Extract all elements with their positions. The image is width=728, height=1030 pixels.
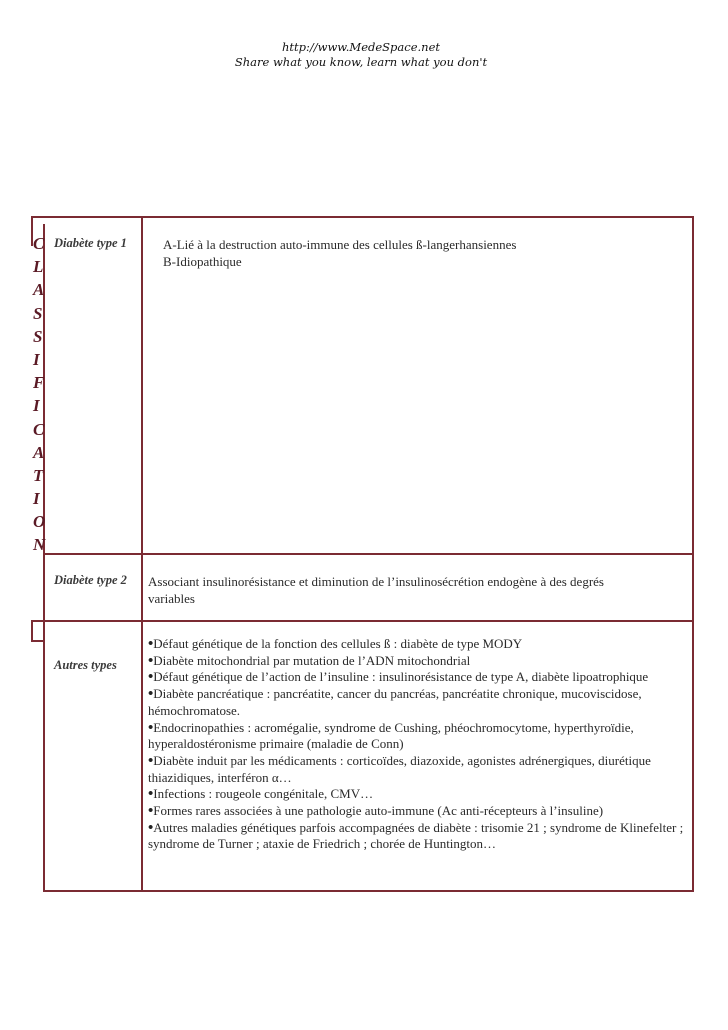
title-letter: C bbox=[33, 234, 45, 253]
list-item: •Diabète mitochondrial par mutation de l’ADN mitochondrial bbox=[148, 652, 471, 669]
title-letter: F bbox=[33, 373, 45, 393]
page-header bbox=[0, 40, 728, 70]
title-letter: S bbox=[33, 326, 43, 346]
others-list bbox=[148, 636, 693, 853]
bullet-icon: • bbox=[148, 636, 154, 652]
row-separator-1 bbox=[43, 553, 694, 555]
title-letter: C bbox=[33, 419, 45, 439]
title-letter: I bbox=[33, 349, 40, 369]
list-item: •Formes rares associées à une pathologie auto-immune (Ac anti-récepteurs à l’insuline) bbox=[148, 803, 604, 820]
row-separator-tick bbox=[31, 620, 33, 642]
table-top-border bbox=[31, 216, 694, 218]
title-letter: I bbox=[33, 396, 40, 416]
bullet-icon: • bbox=[148, 752, 154, 769]
row-separator-2 bbox=[31, 620, 694, 622]
bullet-icon: • bbox=[148, 719, 154, 736]
title-letter: O bbox=[33, 512, 46, 532]
row-label-type2: Diabète type 2 bbox=[54, 573, 127, 587]
list-item: •Diabète induit par les médicaments : corticoïdes, diazoxide, agonistes adrénergiques, diurétique thiazidiques, interféron α… bbox=[148, 752, 651, 785]
row-label-others: Autres types bbox=[54, 658, 117, 672]
bullet-icon: • bbox=[148, 686, 154, 703]
header-tagline: Share what you know, learn what you don't bbox=[234, 55, 488, 69]
title-letter: A bbox=[33, 280, 45, 300]
list-item: •Endocrinopathies : acromégalie, syndrome de Cushing, phéochromocytome, hyperthyroïdie, hyperaldostéronisme primaire (maladie de Conn) bbox=[148, 719, 634, 752]
title-letter: A bbox=[33, 442, 45, 462]
bullet-icon: • bbox=[148, 669, 154, 686]
title-letter: T bbox=[33, 465, 44, 485]
list-item: •Défaut génétique de l’action de l’insuline : insulinorésistance de type A, diabète lipoatrophique bbox=[148, 669, 649, 686]
bullet-icon: • bbox=[148, 803, 154, 820]
title-letter: N bbox=[33, 535, 46, 555]
row-separator-tick-bottom bbox=[31, 640, 45, 642]
classification-vertical-title bbox=[33, 232, 45, 557]
bullet-icon: • bbox=[148, 819, 154, 836]
list-item: •Diabète pancréatique : pancréatite, cancer du pancréas, pancréatite chronique, mucoviscidose, hémochromatose. bbox=[148, 686, 642, 718]
header-url: http://www.MedeSpace.net bbox=[281, 40, 441, 54]
type2-line: Associant insulinorésistance et diminution de l’insulinosécrétion endogène à des degrés bbox=[148, 574, 604, 589]
row-label-type1: Diabète type 1 bbox=[54, 236, 127, 250]
bullet-icon: • bbox=[148, 652, 154, 669]
type2-line: variables bbox=[148, 591, 195, 606]
list-item: •Autres maladies génétiques parfois accompagnées de diabète : trisomie 21 ; syndrome de Klinefelter ; syndrome de Turner ; ataxie de Friedrich ; chorée de Huntington… bbox=[148, 819, 684, 852]
list-item: •Défaut génétique de la fonction des cellules ß : diabète de type MODY bbox=[148, 636, 523, 652]
row-content-type2 bbox=[148, 573, 688, 607]
list-item: •Infections : rougeole congénitale, CMV… bbox=[148, 786, 374, 803]
type1-line: A-Lié à la destruction auto-immune des cellules ß-langerhansiennes bbox=[163, 237, 517, 252]
title-letter: L bbox=[33, 257, 44, 277]
title-letter: S bbox=[33, 303, 43, 323]
type1-line: B-Idiopathique bbox=[163, 254, 242, 269]
row-content-type1 bbox=[163, 236, 683, 270]
bullet-icon: • bbox=[148, 786, 154, 803]
title-letter: I bbox=[33, 489, 40, 509]
